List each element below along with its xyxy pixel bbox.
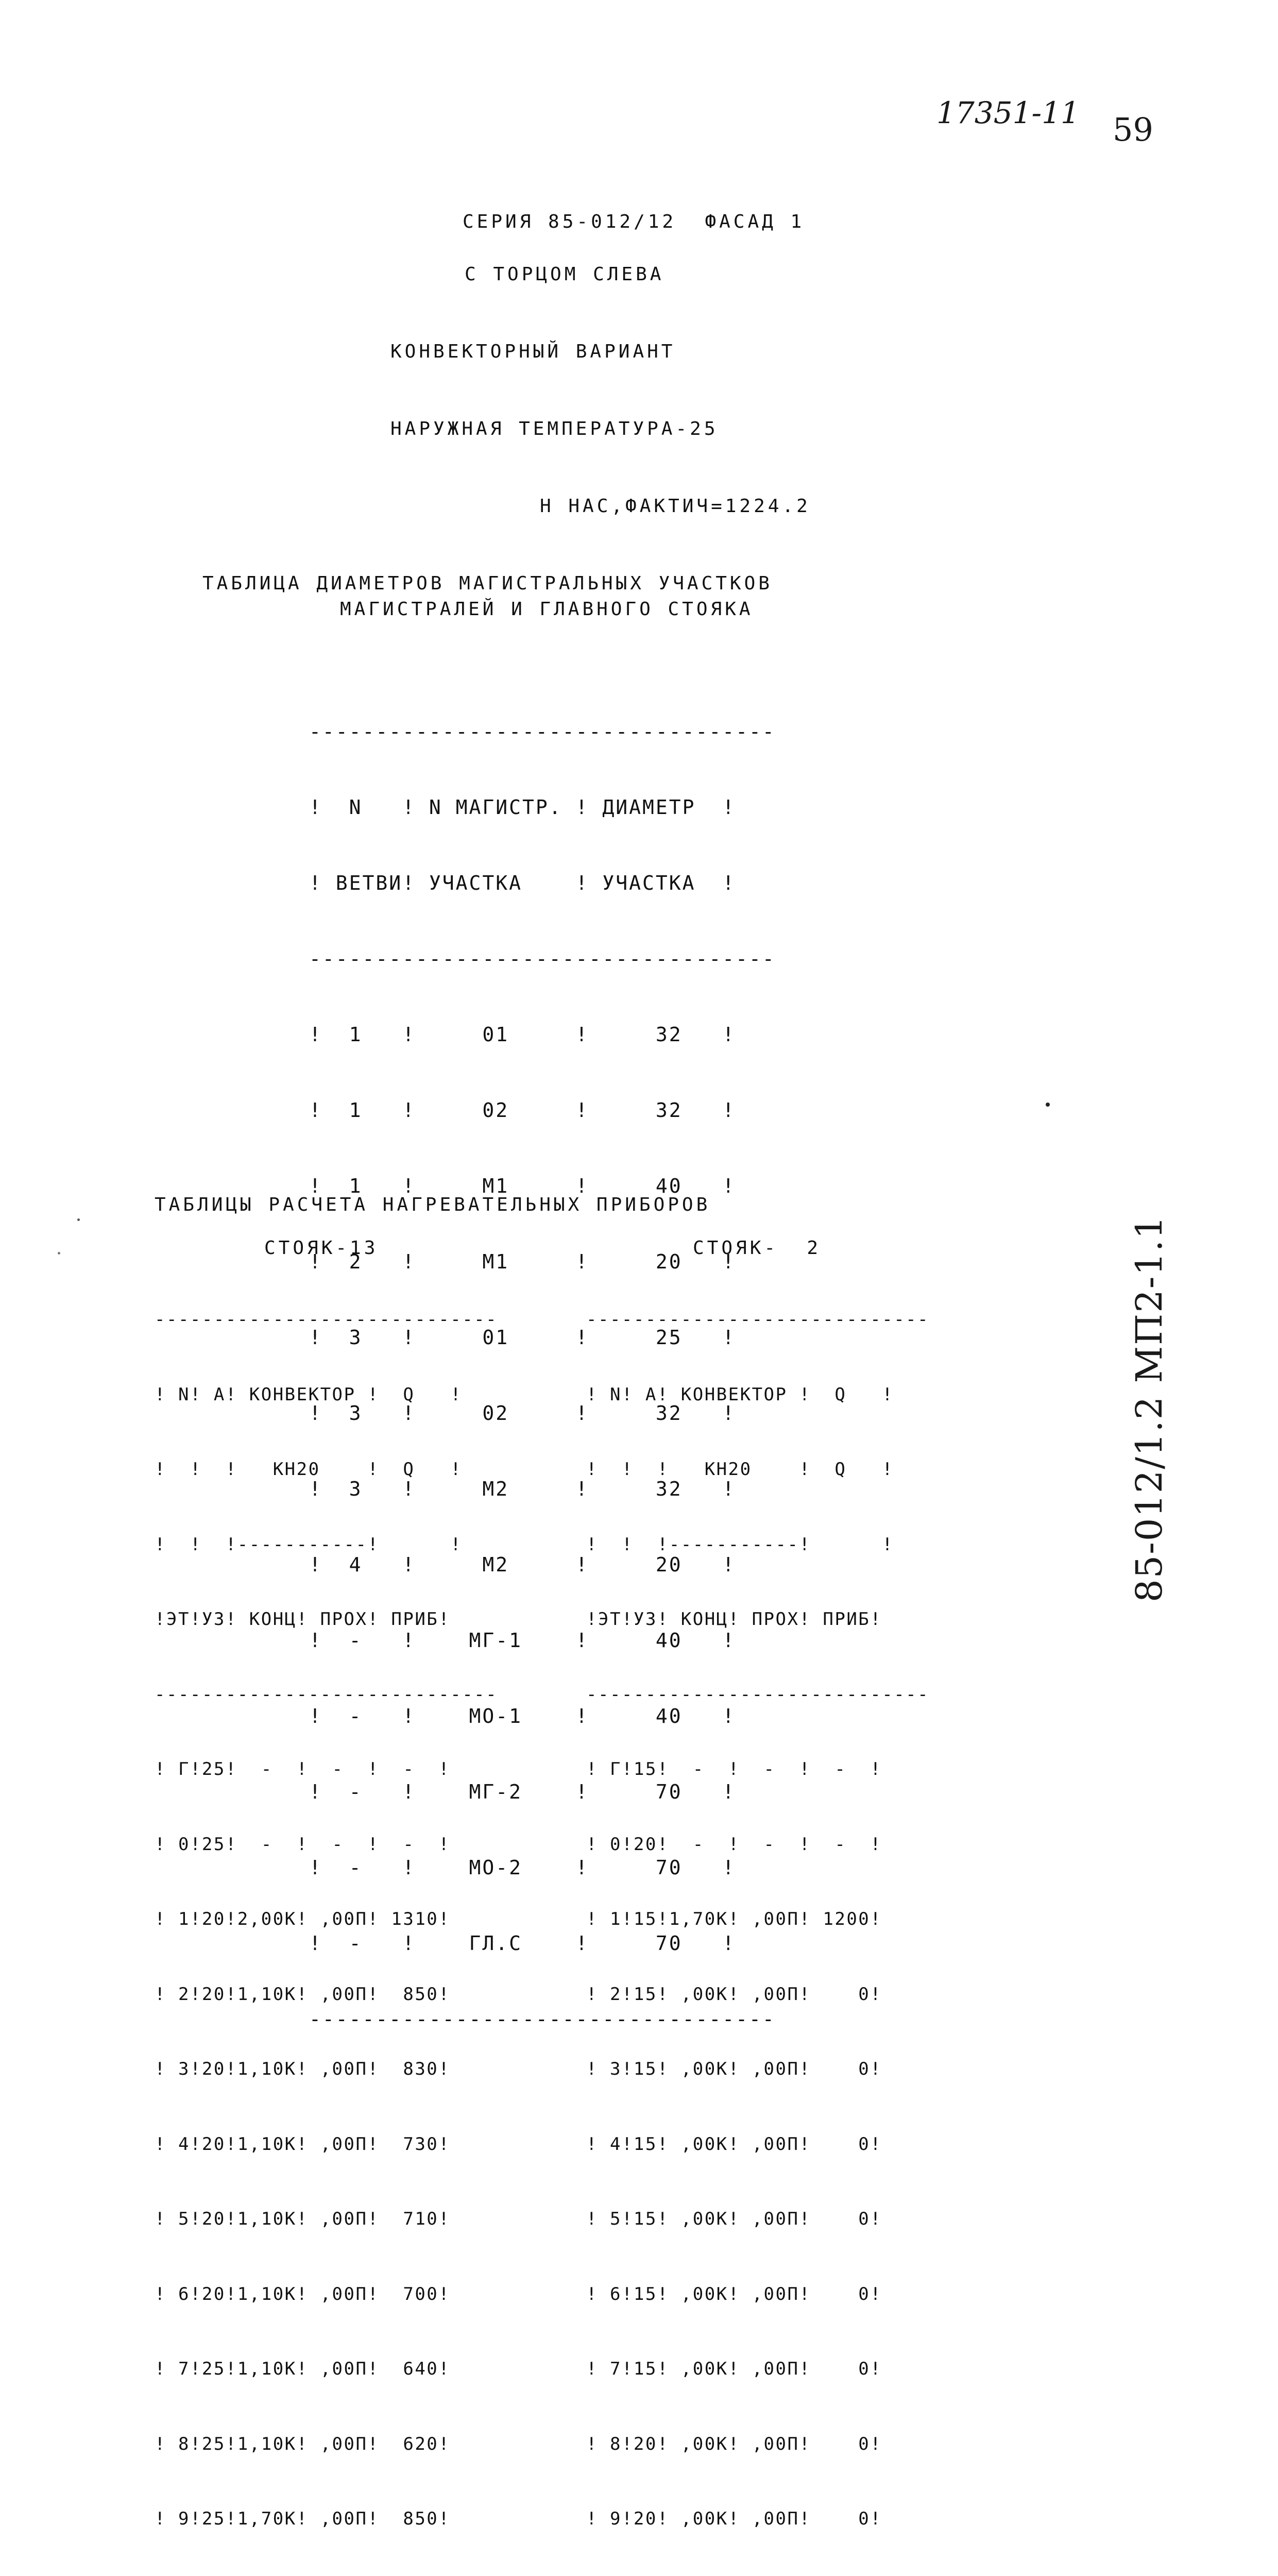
table-line: -----------------------------: [155, 1309, 498, 1330]
table-row: ! 1!20!2,00К! ,00П! 1310!: [155, 1909, 451, 1929]
table-row: ! 4!15! ,00К! ,00П! 0!: [586, 2133, 882, 2155]
table-row: ! 9!20! ,00К! ,00П! 0!: [586, 2509, 882, 2529]
series-line: СЕРИЯ 85-012/12 ФАСАД 1: [463, 211, 805, 232]
table-row: ! 9!25!1,70К! ,00П! 850!: [155, 2509, 451, 2529]
table-row: ! 8!20! ,00К! ,00П! 0!: [586, 2433, 882, 2454]
table-line: -----------------------------------: [309, 947, 776, 970]
temperature-line: НАРУЖНАЯ ТЕМПЕРАТУРА-25: [390, 418, 719, 439]
table-row: ! 7!15! ,00К! ,00П! 0!: [586, 2359, 882, 2379]
riser-2-table: [586, 1257, 929, 2576]
table-row: ! 1 ! М1 ! 40 !: [309, 1175, 736, 1197]
table-line: -----------------------------------: [309, 2008, 776, 2030]
table-row: ! 2!20!1,10К! ,00П! 850!: [155, 1984, 451, 2005]
table-row: ! 5!20!1,10К! ,00П! 710!: [155, 2209, 451, 2229]
table-header-row: ! ! !-----------! !: [586, 1534, 894, 1555]
scan-speck: [1046, 1103, 1050, 1107]
table-header-row: ! N! А! КОНВЕКТОР ! Q !: [586, 1384, 894, 1405]
pressure-line: Н НАС,ФАКТИЧ=1224.2: [540, 496, 811, 517]
table-line: -----------------------------------: [309, 720, 776, 743]
devices-title: ТАБЛИЦЫ РАСЧЕТА НАГРЕВАТЕЛЬНЫХ ПРИБОРОВ: [155, 1194, 711, 1215]
table-row: ! - ! МО-2 ! 70 !: [309, 1856, 736, 1879]
table-header-row: ! ВЕТВИ! УЧАСТКА ! УЧАСТКА !: [309, 872, 736, 894]
table-line: -----------------------------: [586, 1309, 930, 1330]
table-row: ! - ! МГ-1 ! 40 !: [309, 1629, 736, 1652]
side-stamp: 85-012/1.2 МП2-1.1: [1128, 1215, 1170, 1602]
table-row: ! - ! МГ-2 ! 70 !: [309, 1781, 736, 1803]
table-row: ! 2 ! М1 ! 20 !: [309, 1250, 736, 1273]
torec-line: С ТОРЦОМ СЛЕВА: [465, 264, 664, 285]
table-line: -----------------------------: [155, 1684, 498, 1705]
scan-speck: [77, 1218, 80, 1221]
table-row: ! Г!25! - ! - ! - !: [155, 1759, 451, 1780]
table-header-row: ! ! ! КН20 ! Q !: [155, 1459, 463, 1480]
table-header-row: ! ! !-----------! !: [155, 1534, 463, 1555]
table-row: ! 0!25! - ! - ! - !: [155, 1834, 451, 1855]
table-header-row: ! N ! N МАГИСТР. ! ДИАМЕТР !: [309, 796, 736, 819]
table-row: ! 4 ! М2 ! 20 !: [309, 1553, 736, 1576]
right-riser-caption: СТОЯК- 2: [693, 1238, 822, 1259]
table-row: ! 3 ! 02 ! 32 !: [309, 1402, 736, 1425]
riser-13-table: [155, 1257, 498, 2576]
variant-line: КОНВЕКТОРНЫЙ ВАРИАНТ: [390, 341, 676, 362]
table-row: ! 2!15! ,00К! ,00П! 0!: [586, 1984, 882, 2005]
table-header-row: ! ! ! КН20 ! Q !: [586, 1459, 894, 1480]
table-row: ! 3!15! ,00К! ,00П! 0!: [586, 2059, 882, 2079]
table-row: ! 1!15!1,70К! ,00П! 1200!: [586, 1909, 882, 1929]
diam-table-subtitle: МАГИСТРАЛЕЙ И ГЛАВНОГО СТОЯКА: [340, 599, 754, 620]
table-row: ! 6!20!1,10К! ,00П! 700!: [155, 2283, 451, 2304]
table-row: ! 3 ! 01 ! 25 !: [309, 1326, 736, 1349]
document-number: 17351-11: [936, 95, 1080, 130]
table-row: ! 3 ! М2 ! 32 !: [309, 1478, 736, 1500]
table-row: ! 1 ! 01 ! 32 !: [309, 1023, 736, 1046]
table-row: ! 1 ! 02 ! 32 !: [309, 1099, 736, 1122]
table-row: ! 4!20!1,10К! ,00П! 730!: [155, 2133, 451, 2155]
table-header-row: !ЭТ!УЗ! КОНЦ! ПРОХ! ПРИБ!: [155, 1609, 451, 1630]
table-row: ! - ! ГЛ.С ! 70 !: [309, 1932, 736, 1955]
table-row: ! 8!25!1,10К! ,00П! 620!: [155, 2433, 451, 2454]
table-line: -----------------------------: [586, 1684, 930, 1705]
page-number: 59: [1113, 111, 1153, 148]
table-row: ! 5!15! ,00К! ,00П! 0!: [586, 2209, 882, 2229]
table-row: ! - ! МО-1 ! 40 !: [309, 1705, 736, 1727]
table-row: ! Г!15! - ! - ! - !: [586, 1759, 882, 1780]
diam-table-title: ТАБЛИЦА ДИАМЕТРОВ МАГИСТРАЛЬНЫХ УЧАСТКОВ: [202, 573, 773, 594]
left-riser-caption: СТОЯК-13: [264, 1238, 379, 1259]
scan-speck: [58, 1252, 60, 1255]
table-row: ! 6!15! ,00К! ,00П! 0!: [586, 2283, 882, 2304]
table-header-row: ! N! А! КОНВЕКТОР ! Q !: [155, 1384, 463, 1405]
table-row: ! 3!20!1,10К! ,00П! 830!: [155, 2059, 451, 2079]
table-row: ! 0!20! - ! - ! - !: [586, 1834, 882, 1855]
table-row: ! 7!25!1,10К! ,00П! 640!: [155, 2359, 451, 2379]
table-header-row: !ЭТ!УЗ! КОНЦ! ПРОХ! ПРИБ!: [586, 1609, 882, 1630]
